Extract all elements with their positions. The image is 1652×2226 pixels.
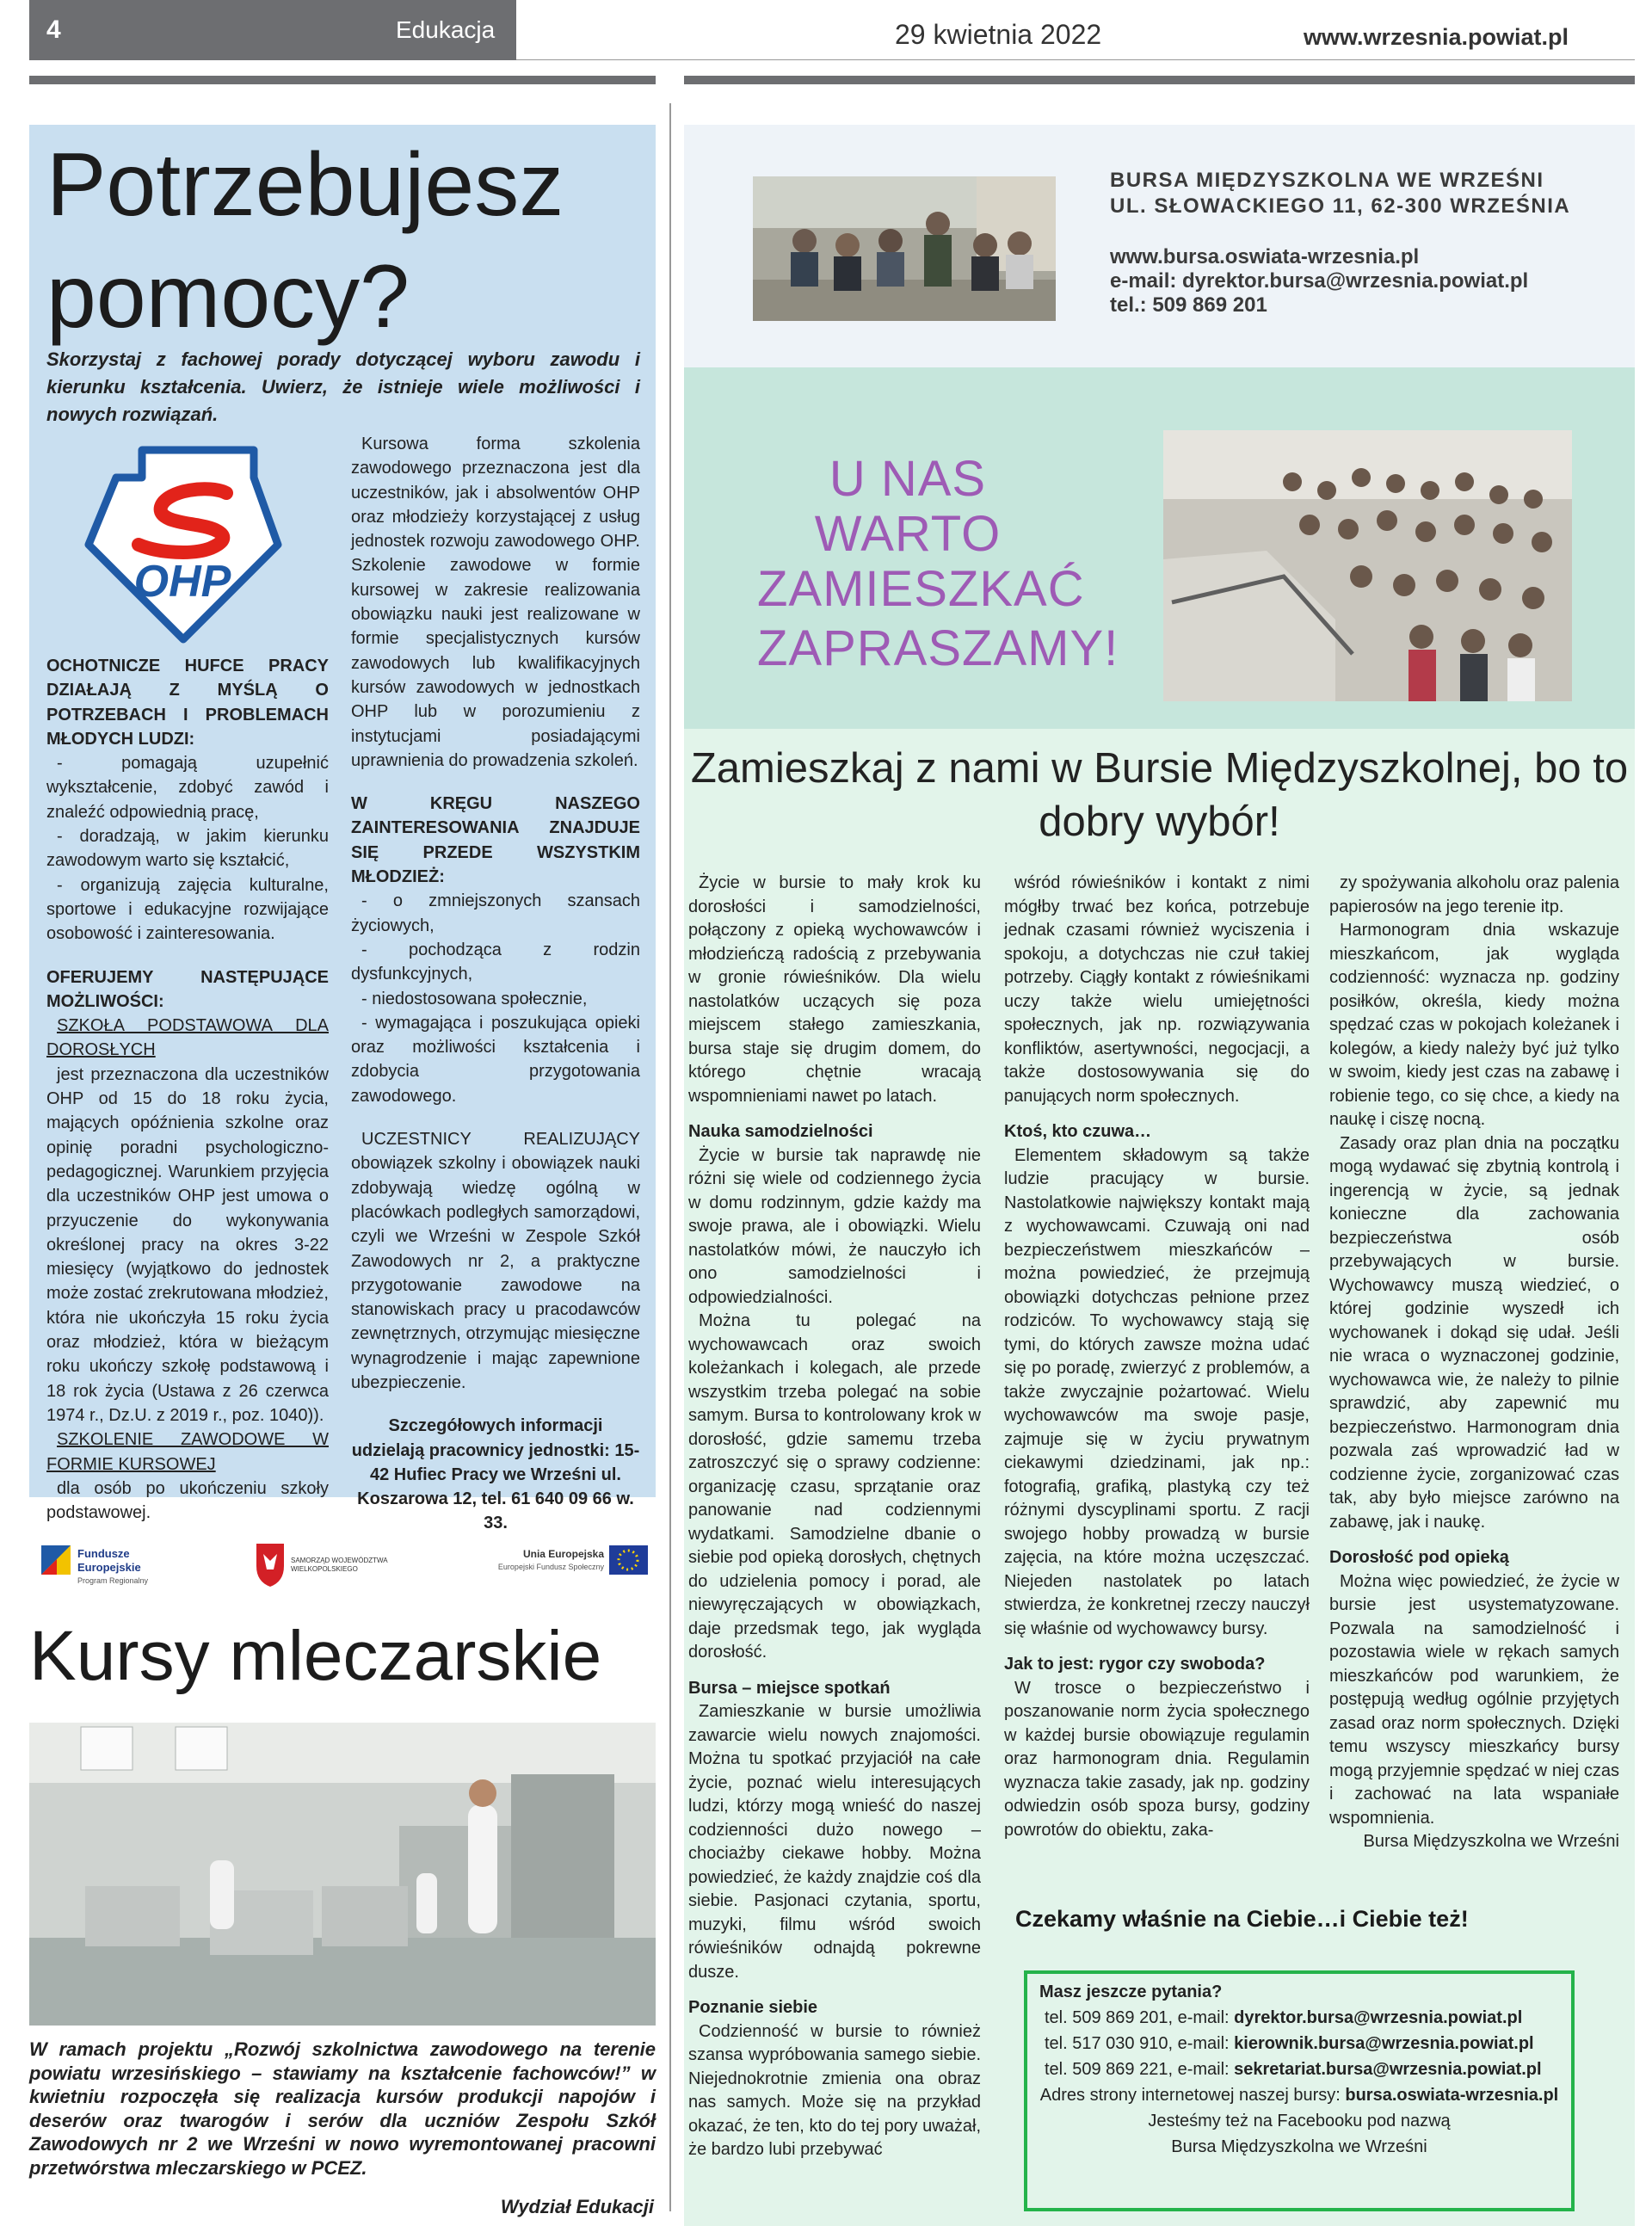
subheading: Dorosłość pod opieką	[1329, 1548, 1509, 1567]
questions-contact-line: tel. 509 869 201, e-mail: dyrektor.bursa@wrzesnia.powiat.pl	[1045, 2008, 1523, 2027]
subheading: Bursa – miejsce spotkań	[688, 1678, 891, 1698]
paragraph: Bursa Międzyszkolna we Wrześni	[1363, 1832, 1619, 1851]
bursa-questions-box	[1024, 1970, 1575, 2211]
subheading: Nauka samodzielności	[688, 1122, 873, 1141]
questions-contacts	[1027, 2005, 1571, 2082]
paragraph: Kursowa forma szkolenia zawodowego przeznaczona jest dla uczestników, jak i absolwentów OHP oraz młodzieży korzystającej z usług jednostek rozwoju zawodowego OHP. Szkolenie zawodowe w formie kursowej w zakresie realizowania obowiązku nauki jest realizowane w formie specjalistycznych kursów zawodowych lub kwalifikacyjnych kursów zawodowych w jednostkach OHP lub w porozumieniu z instytucjami posiadającymi uprawnienia do prowadzenia szkoleń.	[351, 435, 640, 770]
bursa-phone: tel.: 509 869 201	[1110, 293, 1267, 317]
subheading: W KRĘGU NASZEGO ZAINTERESOWANIA ZNAJDUJE SIĘ PRZEDE WSZYSTKIM MŁODZIEŻ:	[351, 794, 640, 887]
subheading: Poznanie siebie	[688, 1998, 818, 2017]
svg-text:SAMORZĄD WOJEWÓDZTWA: SAMORZĄD WOJEWÓDZTWA	[291, 1557, 388, 1564]
contact-email-link[interactable]: dyrektor.bursa@wrzesnia.powiat.pl	[1234, 2008, 1523, 2027]
paragraph: Życie w bursie to mały krok ku dorosłości i samodzielności, połączony z opieką wychowawców i młodzieńczą radością z przebywania w gronie rówieśników. Dla wielu nastolatków uczących się poza miejscem stałego zamieszkania, bursa staje się drugim domem, do którego chętnie wracają wspomnieniami nawet po latach.	[688, 873, 981, 1106]
ohp-title: Potrzebujesz pomocy?	[46, 135, 564, 347]
ohp-intro: Skorzystaj z fachowej porady dotyczącej wyboru zawodu i kierunku kształcenia. Uwierz, że istnieje wiele możliwości i nowych rozwiązań.	[46, 348, 640, 425]
kursy-signature: Wydział Edukacji	[500, 2196, 654, 2217]
header-rule-left	[29, 76, 656, 84]
page-number: 4	[46, 15, 61, 44]
paragraph: - doradzają, w jakim kierunku zawodowym warto się kształcić,	[46, 827, 329, 871]
paragraph: Szczegółowych informacji udzielają pracownicy jednostki: 15-42 Hufiec Pracy we Wrześni ul. Koszarowa 12, tel. 61 640 09 66 w. 33.	[351, 1416, 640, 1533]
questions-title: Masz jeszcze pytania?	[1039, 1982, 1223, 2001]
paragraph: Można więc powiedzieć, że życie w bursie jest usystematyzowane. Pozwala na samodzielność i pozostawia wiele w rękach samych mieszkańców pod warunkiem, że postępują według ogólnie przyjętych zasad oraz norm społecznych. Dzięki temu wszyscy mieszkańcy bursy mogą przyjemnie spędzać w niej czas i zachować na lata wspaniałe wspomnienia.	[1329, 1571, 1619, 1828]
contact-email-link[interactable]: kierownik.bursa@wrzesnia.powiat.pl	[1234, 2034, 1534, 2053]
svg-text:WIELKOPOLSKIEGO: WIELKOPOLSKIEGO	[291, 1565, 358, 1573]
subheading: Ktoś, kto czuwa…	[1004, 1122, 1152, 1141]
bursa-email[interactable]: e-mail: dyrektor.bursa@wrzesnia.powiat.pl	[1110, 269, 1529, 293]
questions-website: Adres strony internetowej naszej bursy: bursa.oswiata-wrzesnia.pl	[1039, 2086, 1559, 2105]
paragraph: Zasady oraz plan dnia na początku mogą wydawać się zbytnią kontrolą i ingerencją w życie, są jednak konieczne dla zachowania bezpieczeństwa osób przebywających w bursie. Wychowawcy muszą wiedzieć, o której godzinie wyszedł ich wychowanek i dokąd się udał. Jeśli nie wraca o wyznaczonej godzinie, wychowawca wie, że należy to pilnie sprawdzić, aby zapewnić mu bezpieczeństwo. Harmonogram dnia pozwala zaś wprowadzić ład w codzienne życie, zorganizować czas tak, aby było miejsce zarówno na zabawę, jak i naukę.	[1329, 1133, 1619, 1532]
bursa-column-1	[688, 872, 981, 2162]
bursa-closing-line: Czekamy właśnie na Ciebie…i Ciebie też!	[1015, 1906, 1469, 1932]
subheading: Jak to jest: rygor czy swoboda?	[1004, 1655, 1266, 1674]
paragraph: wśród rówieśników i kontakt z nimi mógłby trwać bez końca, potrzebuje jednak czasami również wyciszenia i spokoju, a dotychczas nie czuł takiej potrzeby. Ciągły kontakt z rówieśnikami uczy także wielu umiejętności społecznych, jak np. rozwiązywania konfliktów, asertywności, negocjacji, a także dostosowywania się do panujących norm społecznych.	[1004, 873, 1310, 1106]
bursa-slogan-2: ZAPRASZAMY!	[757, 620, 1119, 676]
questions-facebook-line-2: Bursa Międzyszkolna we Wrześni	[1171, 2137, 1427, 2156]
svg-text:Fundusze: Fundusze	[77, 1547, 130, 1560]
ohp-logo-text: OHP	[133, 557, 231, 607]
bursa-website[interactable]: www.bursa.oswiata-wrzesnia.pl	[1110, 245, 1420, 268]
bursa-group-photo-stairs	[1163, 430, 1572, 701]
paragraph: Życie w bursie tak naprawdę nie różni się wiele od codziennego życia w domu rodzinnym, gdzie każdy ma swoje prawa, ale i obowiązki. Wielu nastolatków mówi, że nauczyło ich ono samodzielności i odpowiedzialności.	[688, 1145, 981, 1307]
paragraph: UCZESTNICY REALIZUJĄCY obowiązek szkolny i obowiązek nauki zdobywają wiedzę ogólną w placówkach podległych samorządowi, czyli we Wrześni w Zespole Szkół Zawodowych nr 2, a praktyczne przygotowanie zawodowe na stanowiskach pracy u pracodawców zewnętrznych, otrzymując miesięczne wynagrodzenie i mając zapewnione ubezpieczenie.	[351, 1130, 640, 1392]
ohp-column-2	[351, 432, 640, 1536]
paragraph: - niedostosowana społecznie,	[361, 989, 588, 1008]
paragraph: - wymagająca i poszukująca opieki oraz możliwości kształcenia i zdobycia przygotowania zawodowego.	[351, 1013, 640, 1106]
questions-contact-line: tel. 509 869 221, e-mail: sekretariat.bursa@wrzesnia.powiat.pl	[1045, 2060, 1542, 2079]
paragraph: jest przeznaczona dla uczestników OHP od 15 do 18 roku życia, mających opóźnienia szkolne oraz opinię poradni psychologiczno-pedagogicznej. Warunkiem przyjęcia dla uczestników OHP jest umowa o przyuczenie do wykonywania określonej pracy na okres 3-22 miesięcy (wyjątkowo do jednostek może zostać zrekrutowana młodzież, która nie ukończyła 15 roku życia oraz młodzież, która w bieżącym roku ukończy szkołę podstawową i 18 rok życia (Ustawa z 26 czerwca 1974 r., Dz.U. z 2019 r., poz. 1040)).	[46, 1064, 329, 1425]
bursa-address: BURSA MIĘDZYSZKOLNA WE WRZEŚNI UL. SŁOWACKIEGO 11, 62-300 WRZEŚNIA	[1110, 169, 1571, 218]
svg-text:Europejskie: Europejskie	[77, 1561, 141, 1574]
questions-facebook-line-1: Jesteśmy też na Facebooku pod nazwą	[1148, 2112, 1451, 2130]
bursa-contact	[1110, 245, 1626, 318]
svg-text:Program Regionalny: Program Regionalny	[77, 1576, 149, 1585]
unia-europejska-logo	[498, 1545, 648, 1575]
bursa-column-3	[1329, 872, 1619, 1854]
header-url[interactable]: www.wrzesnia.powiat.pl	[1304, 24, 1569, 50]
paragraph: W trosce o bezpieczeństwo i poszanowanie norm życia społecznego w każdej bursie obowiązuje regulamin oraz harmonogram dnia. Regulamin wyznacza takie zasady, jak np. godziny odwiedzin osób spoza bursy, godziny powrotów do obiektu, zaka-	[1004, 1678, 1310, 1840]
issue-date: 29 kwietnia 2022	[895, 19, 1102, 50]
column-divider	[669, 103, 671, 2211]
ohp-column-1	[46, 654, 329, 1525]
contact-email-link[interactable]: sekretariat.bursa@wrzesnia.powiat.pl	[1234, 2060, 1542, 2079]
paragraph: Można tu polegać na wychowawcach oraz swoich koleżankach i kolegach, ale przede wszystkim trzeba polegać na sobie samym. Bursa to kontrolowany krok w dorosłość, gdzie samemu trzeba zatroszczyć się o sprawy codzienne: organizację czasu, sprzątanie oraz panowanie nad codziennymi wydatkami. Samodzielne dbanie o siebie pod opieką dorosłych, chętnych do udzielenia pomocy i porad, ale niewyręczających w obowiązkach, daje przedsmak tego, jak wygląda dorosłość.	[688, 1311, 981, 1662]
paragraph: SZKOLENIE ZAWODOWE W FORMIE KURSOWEJ	[46, 1430, 329, 1474]
paragraph: Codzienność w bursie to również szansa wypróbowania samego siebie. Niejednokrotnie zmienia ona obraz nas samych. Może się na przykład okazać, że ten, kto do tej pory uważał, że bardzo lubi przebywać	[688, 2021, 981, 2159]
questions-contact-line: tel. 517 030 910, e-mail: kierownik.bursa@wrzesnia.powiat.pl	[1045, 2034, 1534, 2053]
bursa-group-photo-outdoor	[753, 176, 1056, 321]
dairy-workshop-photo	[29, 1723, 656, 2026]
paragraph: Elementem składowym są także ludzie pracujący w bursie. Nastolatkowie największy kontakt mają z wychowawcami. Czuwają oni nad bezpieczeństwem mieszkańców – można powiedzieć, że przejmują obowiązki dotychczas pełnione przez rodziców. To wychowawcy stają się tymi, do których zawsze można udać się po poradę, zwierzyć z problemów, a także zwyczajnie pożartować. Wielu wychowawców ma swoje pasje, zajmuje się w życiu prywatnym ciekawymi dziedzinami, jak np.: fotografią, grafiką, plastyką czy też różnymi dyscyplinami sportu. Z racji swojego hobby prowadzą w bursie zajęcia, na które można uczęszczać. Niejeden nastolatek po latach stwierdza, że konkretnej rzeczy nauczył się właśnie od wychowawcy bursy.	[1004, 1145, 1310, 1638]
paragraph: - o zmniejszonych szansach życiowych,	[351, 891, 640, 935]
wielkopolska-coat-of-arms-logo	[256, 1544, 388, 1587]
questions-website-link[interactable]: bursa.oswiata-wrzesnia.pl	[1345, 2086, 1559, 2105]
bursa-column-2	[1004, 872, 1310, 1842]
ohp-logo	[82, 443, 284, 645]
paragraph: - pomagają uzupełnić wykształcenie, zdobyć zawód i znaleźć odpowiednią pracę,	[46, 754, 329, 822]
section-name: Edukacja	[396, 16, 496, 43]
paragraph: dla osób po ukończeniu szkoły podstawowej.	[46, 1478, 329, 1523]
fundusze-europejskie-logo	[41, 1545, 149, 1585]
paragraph: SZKOŁA PODSTAWOWA DLA DOROSŁYCH	[46, 1016, 329, 1060]
paragraph: - organizują zajęcia kulturalne, sportowe i edukacyjne rozwijające osobowość i zainteresowania.	[46, 875, 329, 944]
header-rule-right	[684, 76, 1635, 84]
kursy-title: Kursy mleczarskie	[29, 1617, 602, 1695]
kursy-caption: W ramach projektu „Rozwój szkolnictwa zawodowego na terenie powiatu wrzesińskiego – stawiamy na kształcenie fachowców!” w kwietniu rozpoczęła się realizacja kursów produkcji napojów i deserów oraz twarogów i serów dla uczniów Zespołu Szkół Zawodowych nr 2 we Wrześni w nowo wyremontowanej pracowni przetwórstwa mleczarskiego w PCEZ.	[29, 2038, 656, 2179]
bursa-headline: Zamieszkaj z nami w Bursie Międzyszkolnej, bo to dobry wybór!	[690, 745, 1629, 845]
eu-funding-logos	[34, 1540, 650, 1600]
paragraph: - pochodząca z rodzin dysfunkcyjnych,	[351, 940, 640, 984]
svg-text:Europejski Fundusz Społeczny: Europejski Fundusz Społeczny	[497, 1563, 604, 1571]
svg-text:Unia Europejska: Unia Europejska	[522, 1548, 604, 1560]
subheading: OFERUJEMY NASTĘPUJĄCE MOŻLIWOŚCI:	[46, 967, 329, 1011]
subheading: OCHOTNICZE HUFCE PRACY DZIAŁAJĄ Z MYŚLĄ O POTRZEBACH I PROBLEMACH MŁODYCH LUDZI:	[46, 657, 329, 749]
paragraph: Harmonogram dnia wskazuje mieszkańcom, jak wygląda codzienność: wyznacza np. godziny posiłków, określa, kiedy można spędzać czas w pokojach koleżanek i kolegów, a kiedy należy być już tylko w swoim, kiedy jest czas na zabawę i robienie tego, co się chce, a kiedy na naukę i ciszę nocną.	[1329, 921, 1619, 1129]
paragraph: Zamieszkanie w bursie umożliwia zawarcie wielu nowych znajomości. Można tu spotkać przyjaciół na całe życie, poznać wielu interesujących ludzi, którzy mogą wnieść do naszej codzienności dużo nowego – chociażby ciekawe hobby. Można powiedzieć, że każdy znajdzie coś dla siebie. Pasjonaci czytania, sportu, muzyki, filmu wśród swoich rówieśników odnajdą pokrewne dusze.	[688, 1702, 981, 1982]
bursa-slogan-1: U NAS WARTO ZAMIESZKAĆ	[757, 451, 1085, 617]
paragraph: zy spożywania alkoholu oraz palenia papierosów na jego terenie itp.	[1329, 873, 1619, 916]
